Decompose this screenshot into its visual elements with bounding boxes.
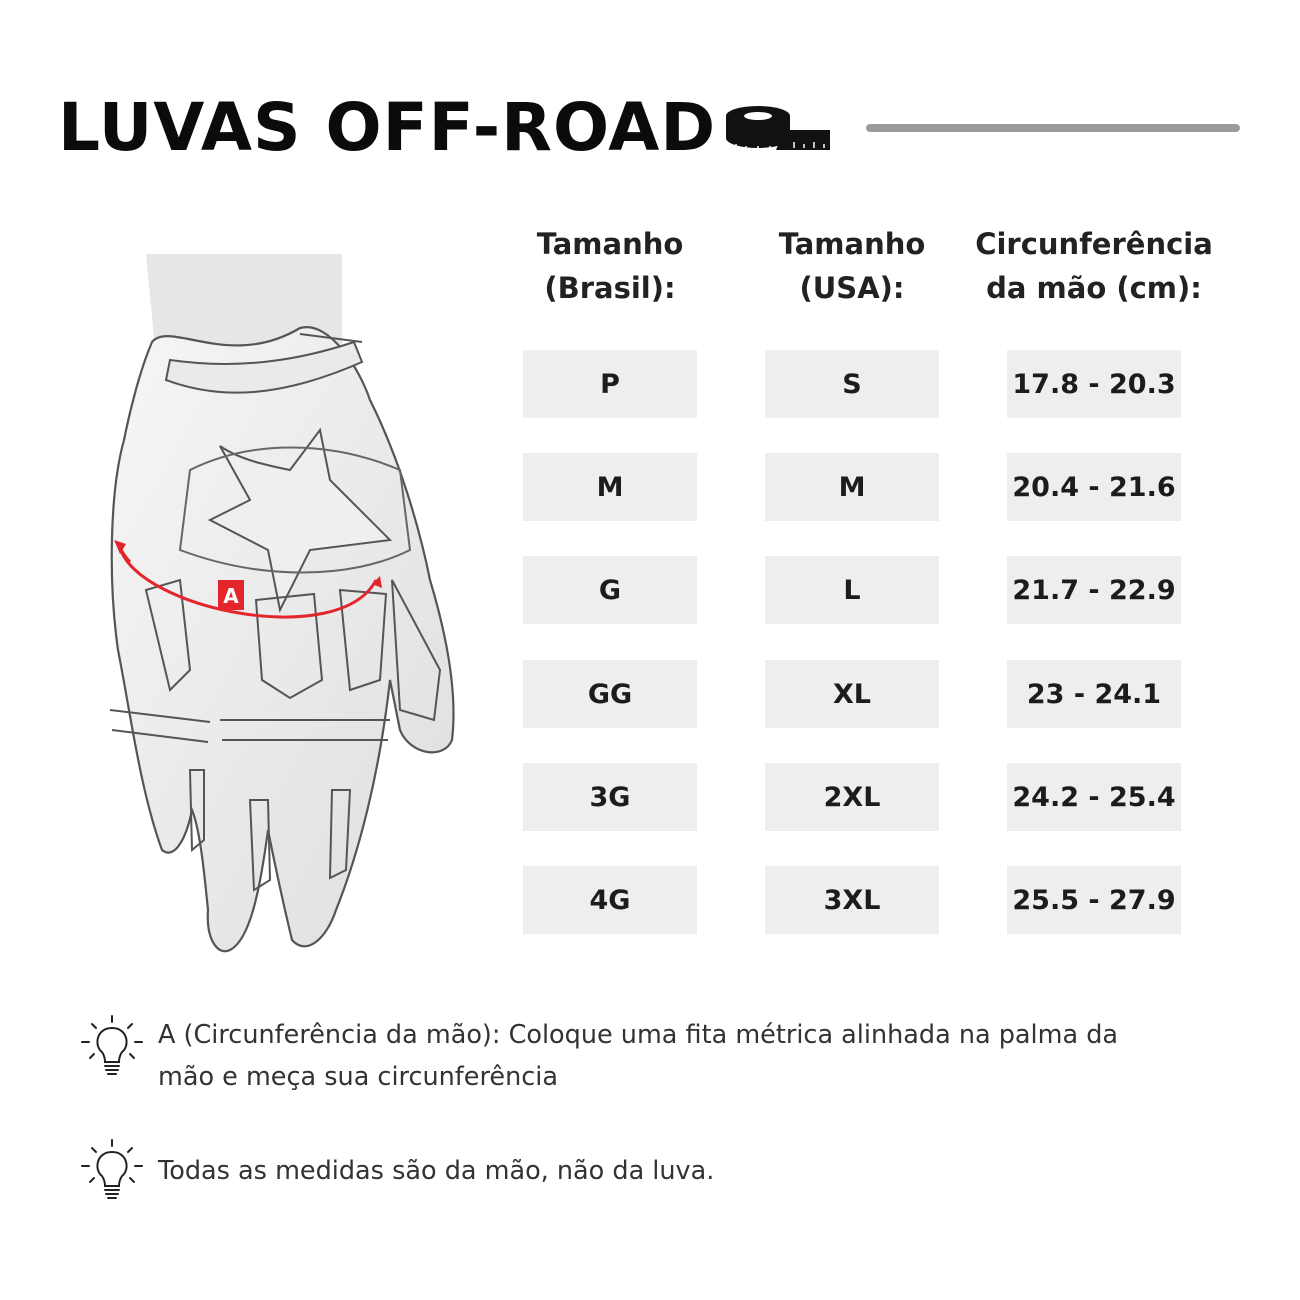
cell-size-usa: 2XL — [765, 763, 939, 831]
cell-size-brasil: P — [523, 350, 697, 418]
lightbulb-icon — [80, 1014, 144, 1082]
cell-circumference: 23 - 24.1 — [1007, 660, 1181, 728]
cell-size-brasil: 3G — [523, 763, 697, 831]
cell-circumference: 17.8 - 20.3 — [1007, 350, 1181, 418]
cell-circumference: 20.4 - 21.6 — [1007, 453, 1181, 521]
glove-diagram — [100, 250, 460, 960]
cell-circumference: 24.2 - 25.4 — [1007, 763, 1181, 831]
column-header-usa: Tamanho (USA): — [778, 227, 926, 305]
title-divider — [866, 124, 1240, 132]
cell-size-brasil: G — [523, 556, 697, 624]
lightbulb-icon — [80, 1138, 144, 1206]
tip-text: A (Circunferência da mão): Coloque uma fita métrica alinhada na palma da mão e meça sua circunferência — [158, 1020, 1119, 1092]
cell-size-brasil: 4G — [523, 866, 697, 934]
cell-size-usa: 3XL — [765, 866, 939, 934]
tip-text: Todas as medidas são da mão, não da luva. — [158, 1156, 715, 1186]
column-header-circumference: Circunferência da mão (cm): — [975, 227, 1213, 305]
cell-size-usa: XL — [765, 660, 939, 728]
column-header-brasil: Tamanho (Brasil): — [536, 227, 684, 305]
cell-size-usa: M — [765, 453, 939, 521]
cell-size-usa: S — [765, 350, 939, 418]
cell-size-brasil: GG — [523, 660, 697, 728]
measuring-tape-icon — [724, 100, 832, 156]
cell-circumference: 21.7 - 22.9 — [1007, 556, 1181, 624]
measurement-marker: A — [223, 584, 239, 608]
cell-size-brasil: M — [523, 453, 697, 521]
cell-circumference: 25.5 - 27.9 — [1007, 866, 1181, 934]
cell-size-usa: L — [765, 556, 939, 624]
page-title: LUVAS OFF-ROAD — [58, 89, 717, 166]
